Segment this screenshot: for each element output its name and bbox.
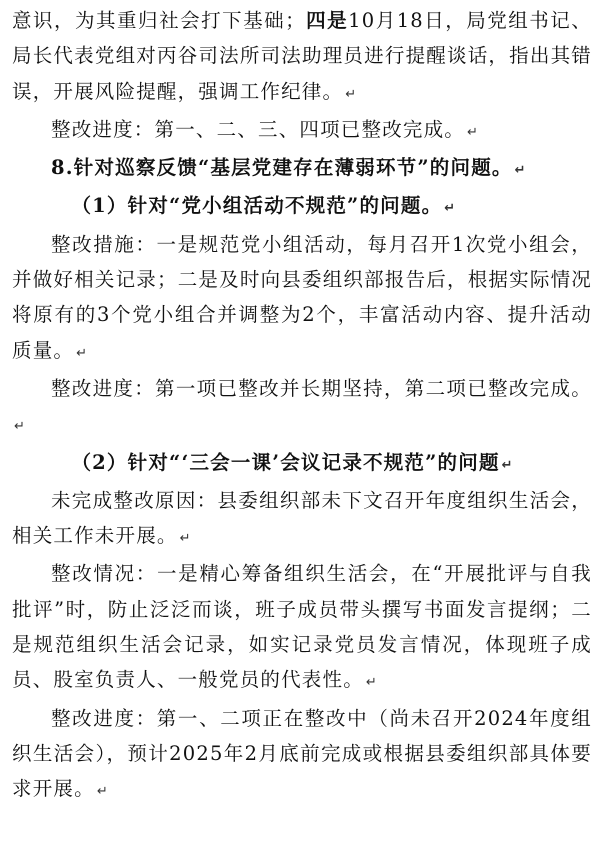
paragraph-mark-icon: ↵ [345,86,357,102]
paragraph-mark-icon: ↵ [365,675,377,691]
paragraph-mark-icon: ↵ [514,163,526,179]
subsection-heading-2-text: （2）针对“‘三会一课’会议记录不规范”的问题 [71,450,500,474]
paragraph-5 [12,483,592,557]
section-heading-8 [12,150,592,188]
paragraph-6-text: 整改情况：一是精心筹备组织生活会，在“开展批评与自我批评”时，防止泛泛而谈，班子成员带头撰写书面发言提纲；二是规范组织生活会记录，如实记录党员发言情况，体现班子成员、股室负责人、一般党员的代表性。 [12,562,592,692]
paragraph-4-text: 整改进度：第一项已整改并长期坚持，第二项已整改完成。 [51,376,592,400]
paragraph-3-text: 整改措施：一是规范党小组活动，每月召开1次党小组会，并做好相关记录；二是及时向县委组织部报告后，根据实际情况将原有的3个党小组合并调整为2个，丰富活动内容、提升活动质量。 [12,232,592,362]
paragraph-6 [12,556,592,700]
paragraph-5-text: 未完成整改原因：县委组织部未下文召开年度组织生活会，相关工作未开展。 [12,488,592,548]
subsection-heading-1-text: （1）针对“党小组活动不规范”的问题。 [71,194,443,218]
paragraph-mark-icon: ↵ [444,201,456,217]
subsection-heading-1 [12,188,592,226]
paragraph-1 [12,3,592,112]
paragraph-mark-icon: ↵ [96,784,108,800]
paragraph-3 [12,227,592,371]
paragraph-7 [12,701,592,810]
paragraph-mark-icon: ↵ [179,531,191,547]
paragraph-mark-icon: ↵ [467,124,478,140]
paragraph-1-text-b: 10月18日，局党组书记、局长代表党组对丙谷司法所司法助理员进行提醒谈话，指出其错误，开展风险提醒，强调工作纪律。 [12,9,592,103]
paragraph-7-text: 整改进度：第一、二项正在整改中（尚未召开2024年度组织生活会），预计2025年2月底前完成或根据县委组织部具体要求开展。 [12,706,592,801]
paragraph-2 [12,112,592,150]
paragraph-2-text: 整改进度：第一、二、三、四项已整改完成。 [51,117,466,141]
paragraph-4 [12,371,592,445]
section-heading-8-text: 8.针对巡察反馈“基层党建存在薄弱环节”的问题。 [51,156,513,180]
paragraph-mark-icon: ↵ [501,457,513,473]
subsection-heading-2 [12,445,592,483]
paragraph-mark-icon: ↵ [76,345,88,361]
paragraph-1-text-a: 意识，为其重归社会打下基础； [12,9,306,32]
paragraph-mark-icon: ↵ [14,419,25,435]
paragraph-1-bold: 四是 [305,9,349,32]
